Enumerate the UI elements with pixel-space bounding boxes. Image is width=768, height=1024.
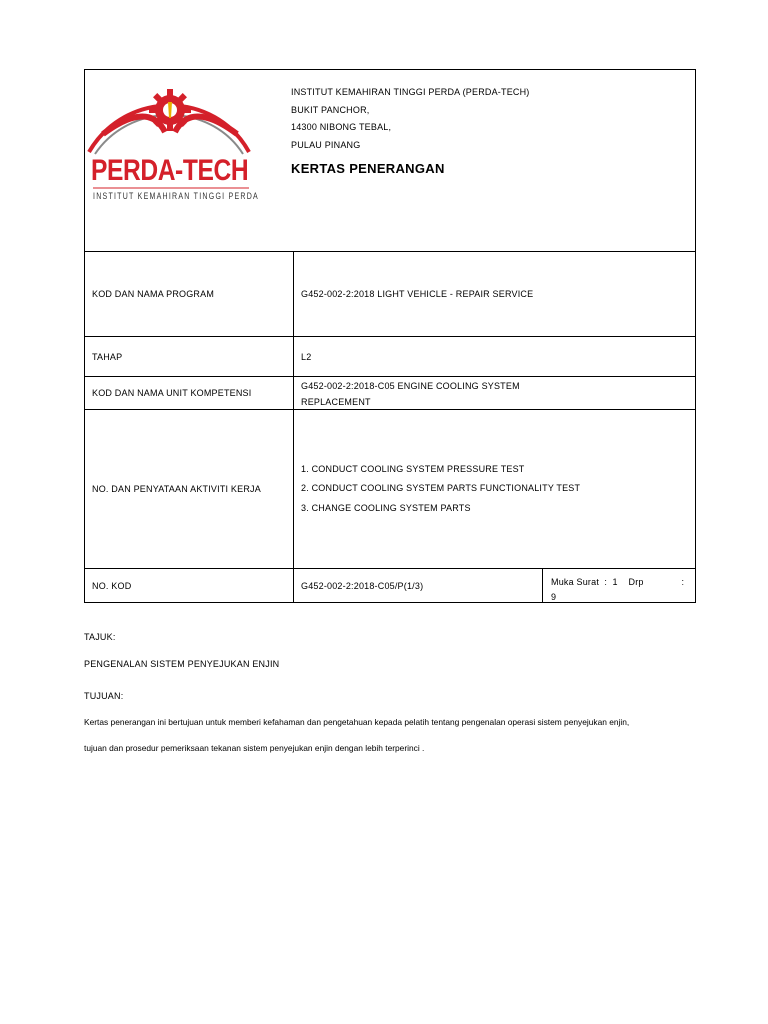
header-cell: [85, 70, 696, 252]
page-number-cell: [543, 569, 696, 603]
unit-label: KOD DAN NAMA UNIT KOMPETENSI: [85, 377, 294, 410]
activity-item: 1. CONDUCT COOLING SYSTEM PRESSURE TEST: [301, 463, 525, 474]
paragraph-line-1: Kertas penerangan ini bertujuan untuk memberi kefahaman dan pengetahuan kepada pelatih tentang pengenalan operasi sistem penyejukan enjin,: [84, 717, 630, 727]
activity-list: [301, 460, 695, 519]
kod-value: G452-002-2:2018-C05/P(1/3): [294, 569, 543, 603]
activity-item: 3. CHANGE COOLING SYSTEM PARTS: [301, 502, 471, 513]
tahap-label: TAHAP: [85, 337, 294, 377]
institution-block: [291, 87, 530, 176]
activity-item: 2. CONDUCT COOLING SYSTEM PARTS FUNCTIONALITY TEST: [301, 483, 581, 494]
tajuk-label: TAJUK:: [84, 632, 116, 642]
institution-name: INSTITUT KEMAHIRAN TINGGI PERDA (PERDA-TECH): [291, 87, 530, 97]
tahap-value: L2: [294, 337, 696, 377]
paragraph-line-2: tujuan dan prosedur pemeriksaan tekanan sistem penyejukan enjin dengan lebih terperinci .: [84, 743, 425, 753]
program-label: KOD DAN NAMA PROGRAM: [85, 252, 294, 337]
kod-label: NO. KOD: [85, 569, 294, 603]
address-line-2: 14300 NIBONG TEBAL,: [291, 122, 392, 132]
tajuk-value: PENGENALAN SISTEM PENYEJUKAN ENJIN: [84, 659, 280, 669]
document-header-table: [84, 69, 696, 603]
document-title: KERTAS PENERANGAN: [291, 161, 445, 176]
page-number-line-2: 9: [551, 592, 557, 602]
address-line-3: PULAU PINANG: [291, 139, 361, 150]
tujuan-label: TUJUAN:: [84, 691, 124, 701]
page-number-line-1: Muka Surat : 1 Drp :: [551, 577, 685, 587]
logo-brand-text: PERDA-TECH: [91, 154, 249, 187]
activity-label: NO. DAN PENYATAAN AKTIVITI KERJA: [85, 410, 294, 569]
logo-tagline: INSTITUT KEMAHIRAN TINGGI PERDA: [93, 191, 259, 201]
unit-value-line-1: G452-002-2:2018-C05 ENGINE COOLING SYSTEM: [301, 380, 520, 391]
unit-value: [294, 377, 696, 410]
unit-value-line-2: REPLACEMENT: [301, 396, 371, 407]
program-value: G452-002-2:2018 LIGHT VEHICLE - REPAIR SERVICE: [294, 252, 696, 337]
activity-value: [294, 410, 696, 569]
address-line-1: BUKIT PANCHOR,: [291, 104, 370, 115]
perda-tech-logo: [85, 80, 259, 210]
